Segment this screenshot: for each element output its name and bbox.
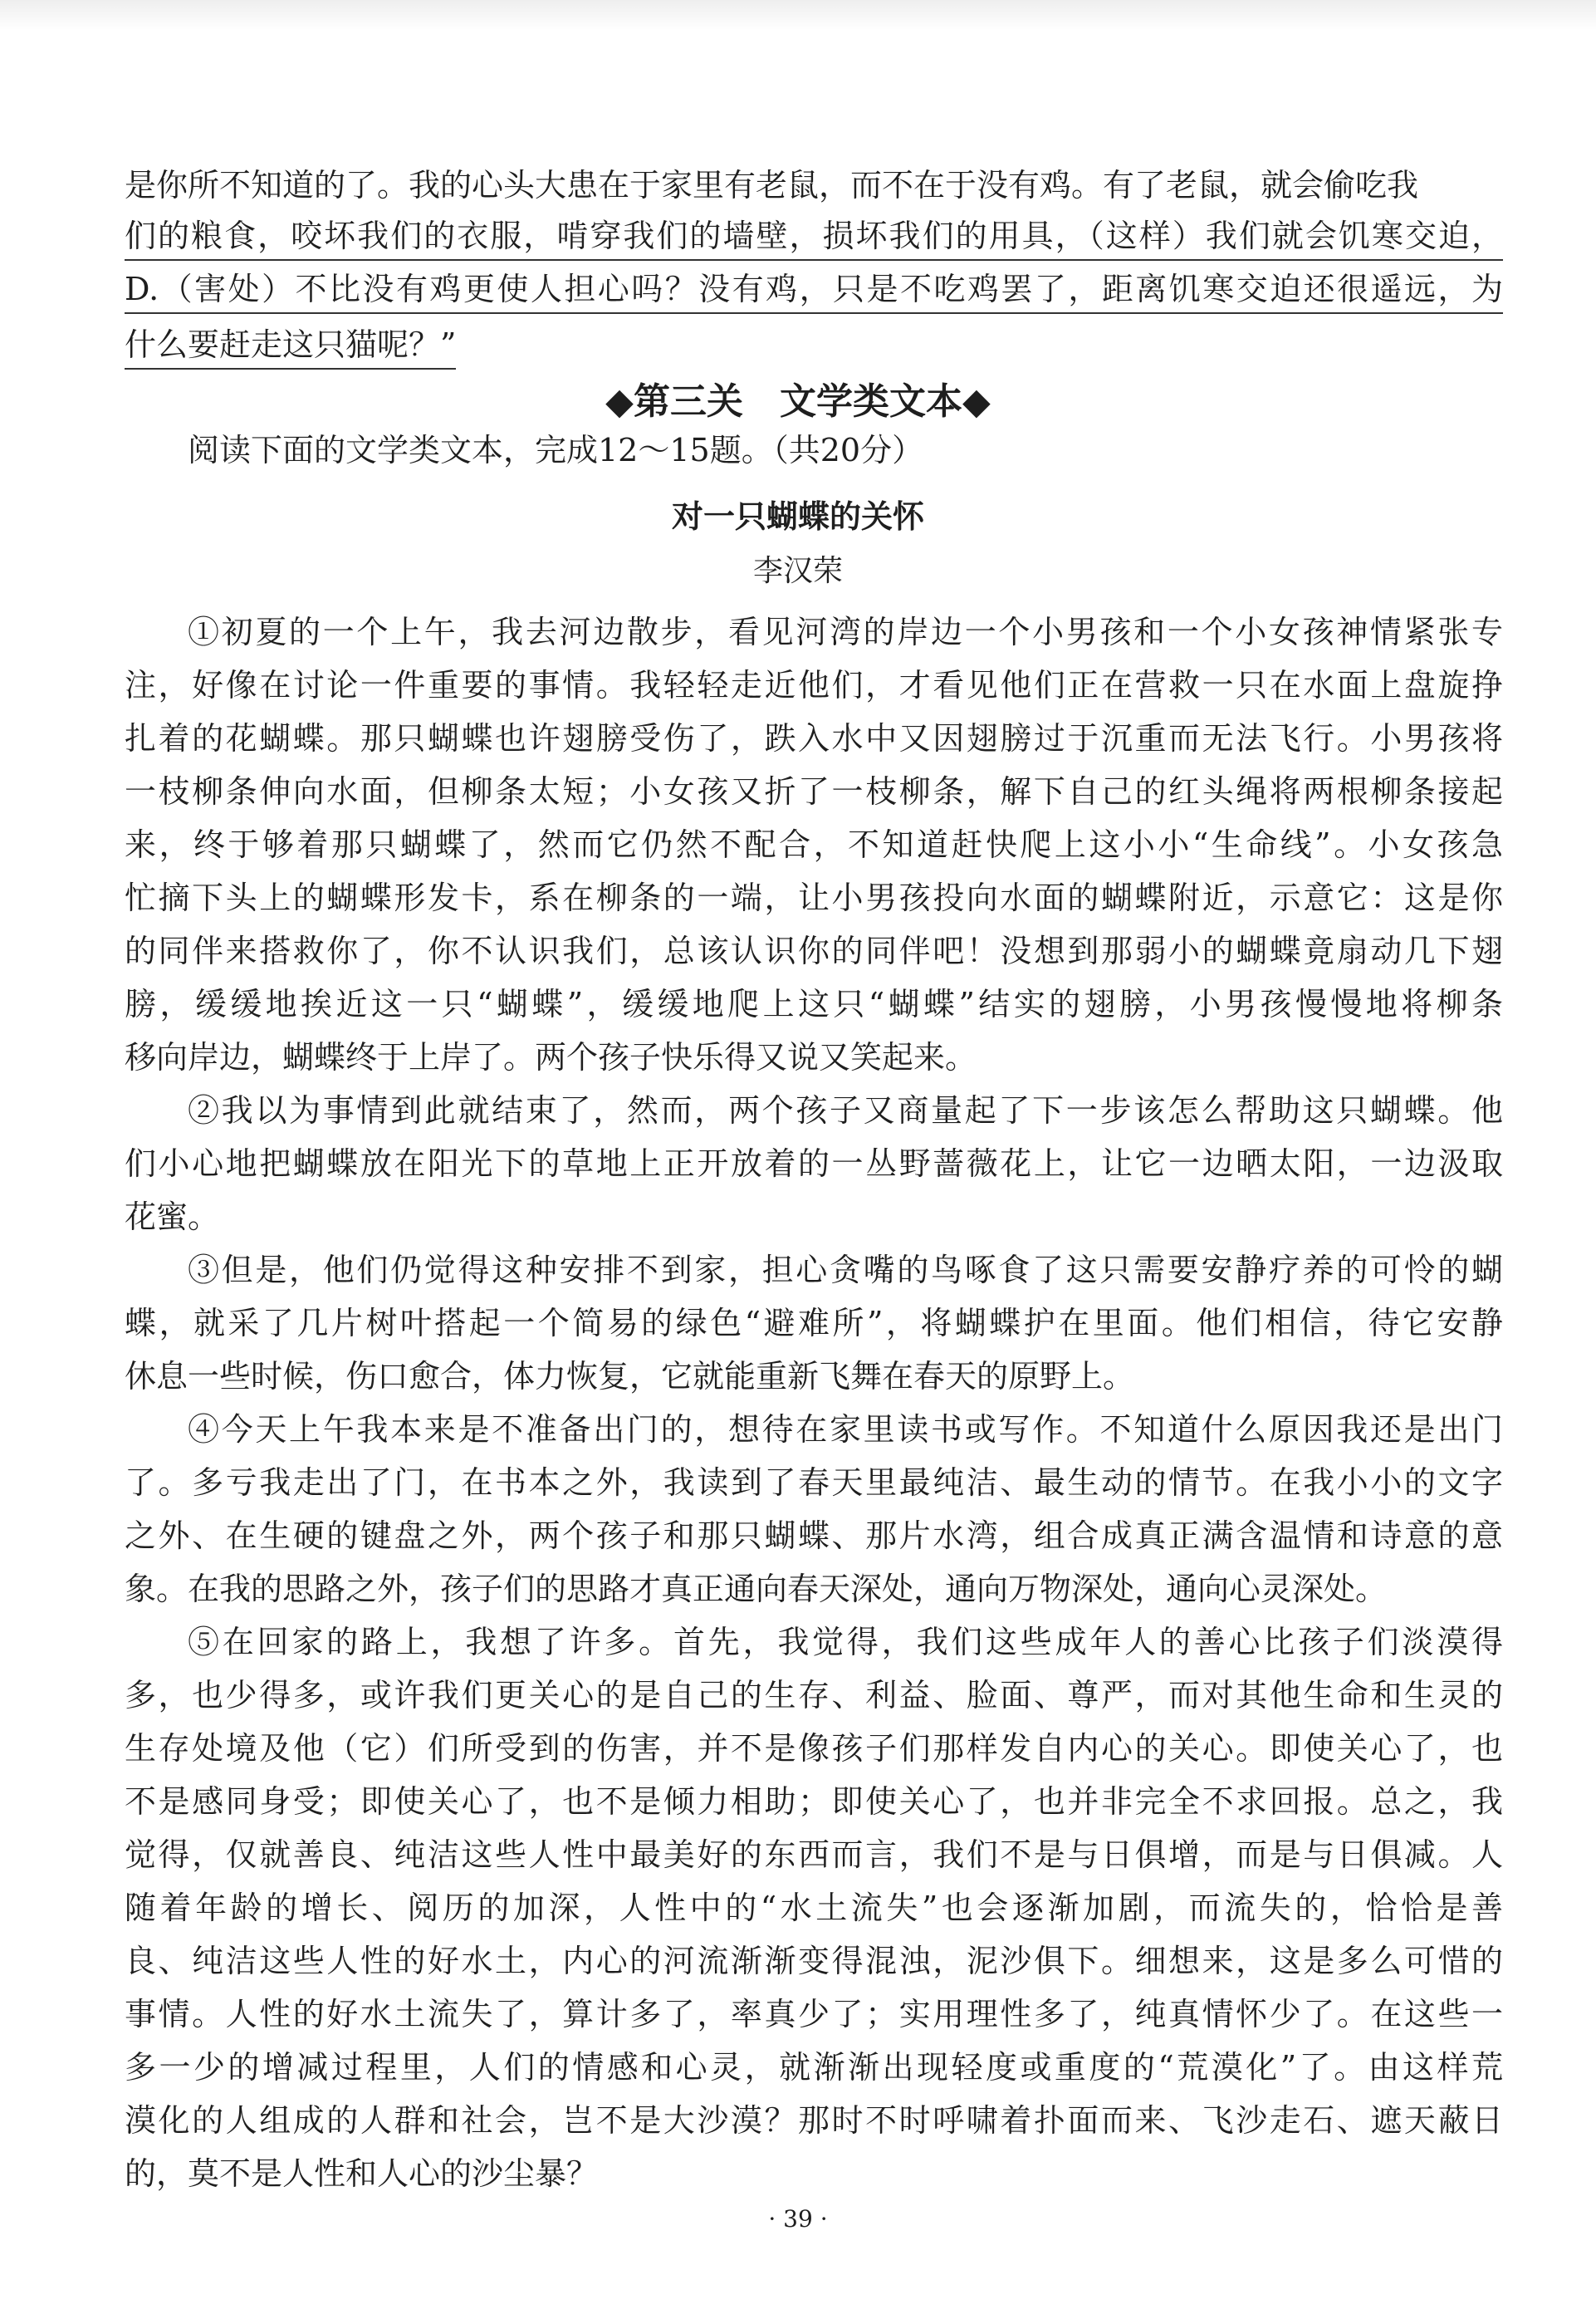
paragraph-line: 们小心地把蝴蝶放在阳光下的草地上正开放着的一丛野蔷薇花上，让它一边晒太阳，一边汲取	[125, 1145, 1503, 1182]
paragraph-line: 漠化的人组成的人群和社会，岂不是大沙漠？那时不时呼啸着扑面而来、飞沙走石、遮天蔽日	[125, 2102, 1503, 2139]
paragraph-line: 事情。人性的好水土流失了，算计多了，率真少了；实用理性多了，纯真情怀少了。在这些一	[125, 1996, 1503, 2032]
essay-title: 对一只蝴蝶的关怀	[671, 498, 924, 535]
intro-line-3: D.（害处）不比没有鸡更使人担心吗？没有鸡，只是不吃鸡罢了，距离饥寒交迫还很遥远，为	[125, 266, 1503, 314]
paragraph-line: 觉得，仅就善良、纯洁这些人性中最美好的东西而言，我们不是与日俱增，而是与日俱减。人	[125, 1836, 1503, 1873]
paragraph-line: 了。多亏我走出了门，在书本之外，我读到了春天里最纯洁、最生动的情节。在我小小的文字	[125, 1464, 1503, 1501]
instruction: 阅读下面的文学类文本，完成12～15题。（共20分）	[188, 432, 924, 468]
paragraph-line: 生存处境及他（它）们所受到的伤害，并不是像孩子们那样发自内心的关心。即使关心了，也	[125, 1730, 1503, 1767]
intro-line-2: 们的粮食，咬坏我们的衣服，啃穿我们的墙壁，损坏我们的用具，（这样）我们就会饥寒交迫，	[125, 213, 1503, 261]
paragraph-line: 多，也少得多，或许我们更关心的是自己的生存、利益、脸面、尊严，而对其他生命和生灵的	[125, 1677, 1503, 1713]
paragraph-line: 多一少的增减过程里，人们的情感和心灵，就渐渐出现轻度或重度的“荒漠化”了。由这样荒	[125, 2049, 1503, 2086]
paragraph-line: 一枝柳条伸向水面，但柳条太短；小女孩又折了一枝柳条，解下自己的红头绳将两根柳条接起	[125, 773, 1503, 810]
intro-line-1	[125, 159, 1503, 211]
paragraph-line: 良、纯洁这些人性的好水土，内心的河流渐渐变得混浊，泥沙俱下。细想来，这是多么可惜的	[125, 1943, 1503, 1979]
paragraph-line: ④今天上午我本来是不准备出门的，想待在家里读书或写作。不知道什么原因我还是出门	[188, 1411, 1503, 1448]
section-title: ◆第三关 文学类文本◆	[605, 380, 991, 423]
paragraph-line: 花蜜。	[125, 1199, 220, 1235]
paragraph-line: 的，莫不是人性和人心的沙尘暴？	[125, 2155, 599, 2192]
paragraph-line: 来，终于够着那只蝴蝶了，然而它仍然不配合，不知道赶快爬上这小小“生命线”。小女孩急	[125, 826, 1503, 863]
paragraph-line: 休息一些时候，伤口愈合，体力恢复，它就能重新飞舞在春天的原野上。	[125, 1358, 1135, 1395]
paragraph-line: 之外、在生硬的键盘之外，两个孩子和那只蝴蝶、那片水湾，组合成真正满含温情和诗意的意	[125, 1517, 1503, 1554]
intro-line-4-text: 什么要赶走这只猫呢？”	[125, 321, 456, 370]
paragraph-line: ⑤在回家的路上，我想了许多。首先，我觉得，我们这些成年人的善心比孩子们淡漠得	[188, 1624, 1503, 1660]
paragraph-line: ②我以为事情到此就结束了，然而，两个孩子又商量起了下一步该怎么帮助这只蝴蝶。他	[188, 1092, 1503, 1129]
intro-line-1-text: 是你所不知道的了。我的心头大患在于家里有老鼠，而不在于没有鸡。有了老鼠，就会偷吃我	[125, 167, 1419, 203]
paragraph-line: 象。在我的思路之外，孩子们的思路才真正通向春天深处，通向万物深处，通向心灵深处。	[125, 1571, 1388, 1607]
paragraph-line: 移向岸边，蝴蝶终于上岸了。两个孩子快乐得又说又笑起来。	[125, 1039, 977, 1076]
paragraph-line: ③但是，他们仍觉得这种安排不到家，担心贪嘴的鸟啄食了这只需要安静疗养的可怜的蝴	[188, 1252, 1503, 1288]
paragraph-line: 不是感同身受；即使关心了，也不是倾力相助；即使关心了，也并非完全不求回报。总之，我	[125, 1783, 1503, 1820]
author: 李汉荣	[752, 554, 843, 588]
paragraph-line: 忙摘下头上的蝴蝶形发卡，系在柳条的一端，让小男孩投向水面的蝴蝶附近，示意它：这是你	[125, 880, 1503, 916]
scan-top-edge	[0, 0, 1596, 30]
paragraph-line: 蝶，就采了几片树叶搭起一个简易的绿色“避难所”，将蝴蝶护在里面。他们相信，待它安静	[125, 1305, 1503, 1341]
intro-line-4	[125, 319, 1503, 370]
paragraph-line: 随着年龄的增长、阅历的加深，人性中的“水土流失”也会逐渐加剧，而流失的，恰恰是善	[125, 1890, 1503, 1926]
paragraph-line: ①初夏的一个上午，我去河边散步，看见河湾的岸边一个小男孩和一个小女孩神情紧张专	[188, 614, 1503, 650]
paragraph-line: 注，好像在讨论一件重要的事情。我轻轻走近他们，才看见他们正在营救一只在水面上盘旋挣	[125, 667, 1503, 703]
page-number: · 39 ·	[768, 2205, 828, 2233]
paragraph-line: 扎着的花蝴蝶。那只蝴蝶也许翅膀受伤了，跌入水中又因翅膀过于沉重而无法飞行。小男孩将	[125, 720, 1503, 757]
paragraph-line: 膀，缓缓地挨近这一只“蝴蝶”，缓缓地爬上这只“蝴蝶”结实的翅膀，小男孩慢慢地将柳条	[125, 986, 1503, 1022]
paragraph-line: 的同伴来搭救你了，你不认识我们，总该认识你的同伴吧！没想到那弱小的蝴蝶竟扇动几下翅	[125, 933, 1503, 969]
